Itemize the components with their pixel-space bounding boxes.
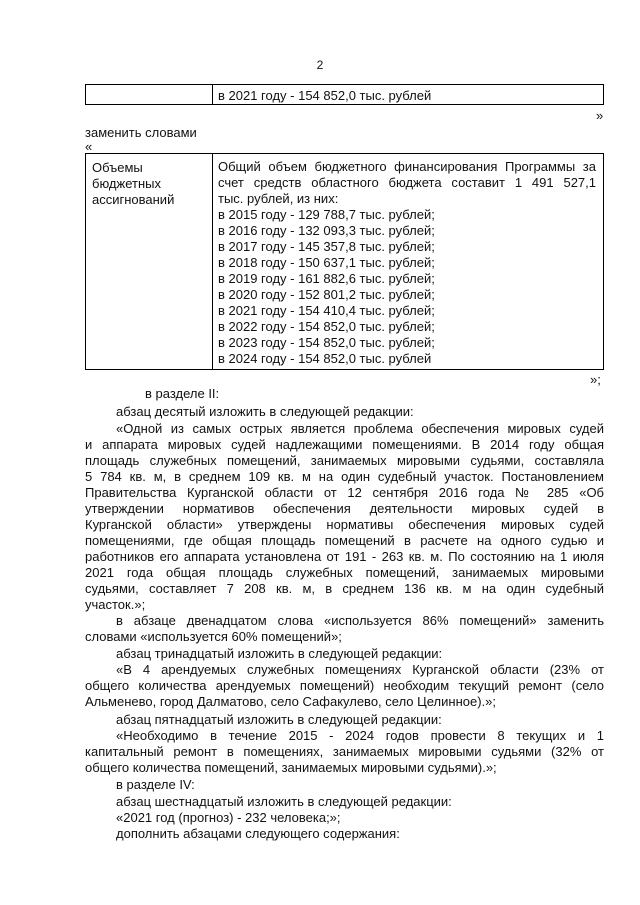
right-cell-line: в 2016 году - 132 093,3 тыс. рублей; bbox=[218, 223, 435, 238]
text-line: утверждении нормативов обеспечения деятельности мировых судей в bbox=[85, 501, 604, 516]
right-cell-line: счет средств областного бюджета составит 1 491 527,1 bbox=[218, 175, 596, 190]
text-line: словами «используется 60% помещений»; bbox=[85, 629, 342, 644]
replace-words-text: заменить словами bbox=[85, 125, 197, 140]
text-line: 2021 года общая площадь служебных помещений, занимаемых мировыми bbox=[85, 565, 604, 580]
text-line: Курганской области» утверждены нормативы обеспечения мировых судей bbox=[85, 517, 604, 532]
text-line: «В 4 арендуемых служебных помещениях Курганской области (23% от bbox=[116, 662, 604, 677]
right-cell-line: в 2023 году - 154 852,0 тыс. рублей; bbox=[218, 335, 435, 350]
section-2-heading: в разделе II: bbox=[145, 386, 220, 401]
para12-text bbox=[85, 613, 604, 645]
text-line: 5 784 кв. м, в среднем 109 кв. м на один судебный участок. Постановлением bbox=[85, 469, 604, 484]
budget-table bbox=[85, 153, 604, 370]
right-cell-line: в 2022 году - 154 852,0 тыс. рублей; bbox=[218, 319, 435, 334]
text-line: и аппарата мировых судей надлежащими помещениями. В 2014 году общая bbox=[85, 437, 604, 452]
opening-quote: « bbox=[85, 139, 93, 154]
right-cell-line: тыс. рублей, из них: bbox=[218, 191, 339, 206]
table-left-cell bbox=[92, 160, 174, 208]
left-cell-line: Объемы bbox=[92, 160, 143, 175]
right-cell-line: в 2015 году - 129 788,7 тыс. рублей; bbox=[218, 207, 435, 222]
right-cell-line: в 2020 году - 152 801,2 тыс. рублей; bbox=[218, 287, 435, 302]
section-4-heading: в разделе IV: bbox=[116, 777, 195, 792]
page-number: 2 bbox=[316, 58, 324, 72]
text-line: участок.»; bbox=[85, 597, 146, 612]
add-paragraphs-text: дополнить абзацами следующего содержания: bbox=[116, 826, 400, 841]
text-line: «Одной из самых острых является проблема обеспечения мировых судей bbox=[116, 421, 604, 436]
text-line: Альменево, город Далматово, село Сафакулево, село Целинное).»; bbox=[85, 694, 497, 709]
table-right-cell bbox=[218, 159, 596, 367]
table-divider bbox=[212, 154, 213, 369]
text-line: капитальный ремонт в помещениях, занимаемых мировыми судьями (32% от bbox=[85, 744, 604, 759]
text-line: «Необходимо в течение 2015 - 2024 годов провести 8 текущих и 1 bbox=[116, 728, 604, 743]
text-line: работников его аппарата установлена от 191 - 263 кв. м. По состоянию на 1 июля bbox=[85, 549, 604, 564]
right-cell-line: Общий объем бюджетного финансирования Программы за bbox=[218, 159, 596, 174]
text-line: общего количества помещений, занимаемых мировыми судьями).»; bbox=[85, 760, 497, 775]
top-table-cell: в 2021 году - 154 852,0 тыс. рублей bbox=[218, 88, 432, 103]
right-cell-line: в 2019 году - 161 882,6 тыс. рублей; bbox=[218, 271, 435, 286]
text-line: Правительства Курганской области от 12 сентября 2016 года № 285 «Об bbox=[85, 485, 604, 500]
para13-intro: абзац тринадцатый изложить в следующей редакции: bbox=[116, 646, 443, 661]
right-cell-line: в 2021 году - 154 410,4 тыс. рублей; bbox=[218, 303, 435, 318]
para15-intro: абзац пятнадцатый изложить в следующей редакции: bbox=[116, 712, 442, 727]
right-cell-line: в 2017 году - 145 357,8 тыс. рублей; bbox=[218, 239, 435, 254]
closing-quote: » bbox=[596, 108, 604, 123]
para16-intro: абзац шестнадцатый изложить в следующей редакции: bbox=[116, 794, 452, 809]
para10-intro: абзац десятый изложить в следующей редакции: bbox=[116, 404, 414, 419]
right-cell-line: в 2024 году - 154 852,0 тыс. рублей bbox=[218, 351, 432, 366]
para16-text: «2021 год (прогноз) - 232 человека;»; bbox=[116, 810, 341, 825]
top-table bbox=[85, 84, 604, 105]
left-cell-line: бюджетных bbox=[92, 176, 161, 191]
table-divider bbox=[212, 85, 213, 104]
right-cell-line: в 2018 году - 150 637,1 тыс. рублей; bbox=[218, 255, 435, 270]
closing-quote-semicolon: »; bbox=[590, 372, 601, 387]
para13-text bbox=[85, 662, 604, 710]
left-cell-line: ассигнований bbox=[92, 192, 175, 207]
text-line: судьями, составляет 7 208 кв. м, в среднем 136 кв. м на один судебный bbox=[85, 581, 604, 596]
text-line: общего количества арендуемых помещений) необходим текущий ремонт (село bbox=[85, 678, 604, 693]
text-line: в абзаце двенадцатом слова «используется 86% помещений» заменить bbox=[116, 613, 604, 628]
para15-text bbox=[85, 728, 604, 776]
text-line: помещениями, где общая площадь помещений в расчете на одного судью и bbox=[85, 533, 604, 548]
para10-text bbox=[85, 421, 604, 613]
text-line: площадь служебных помещений, занимаемых мировыми судьями, составляла bbox=[85, 453, 604, 468]
